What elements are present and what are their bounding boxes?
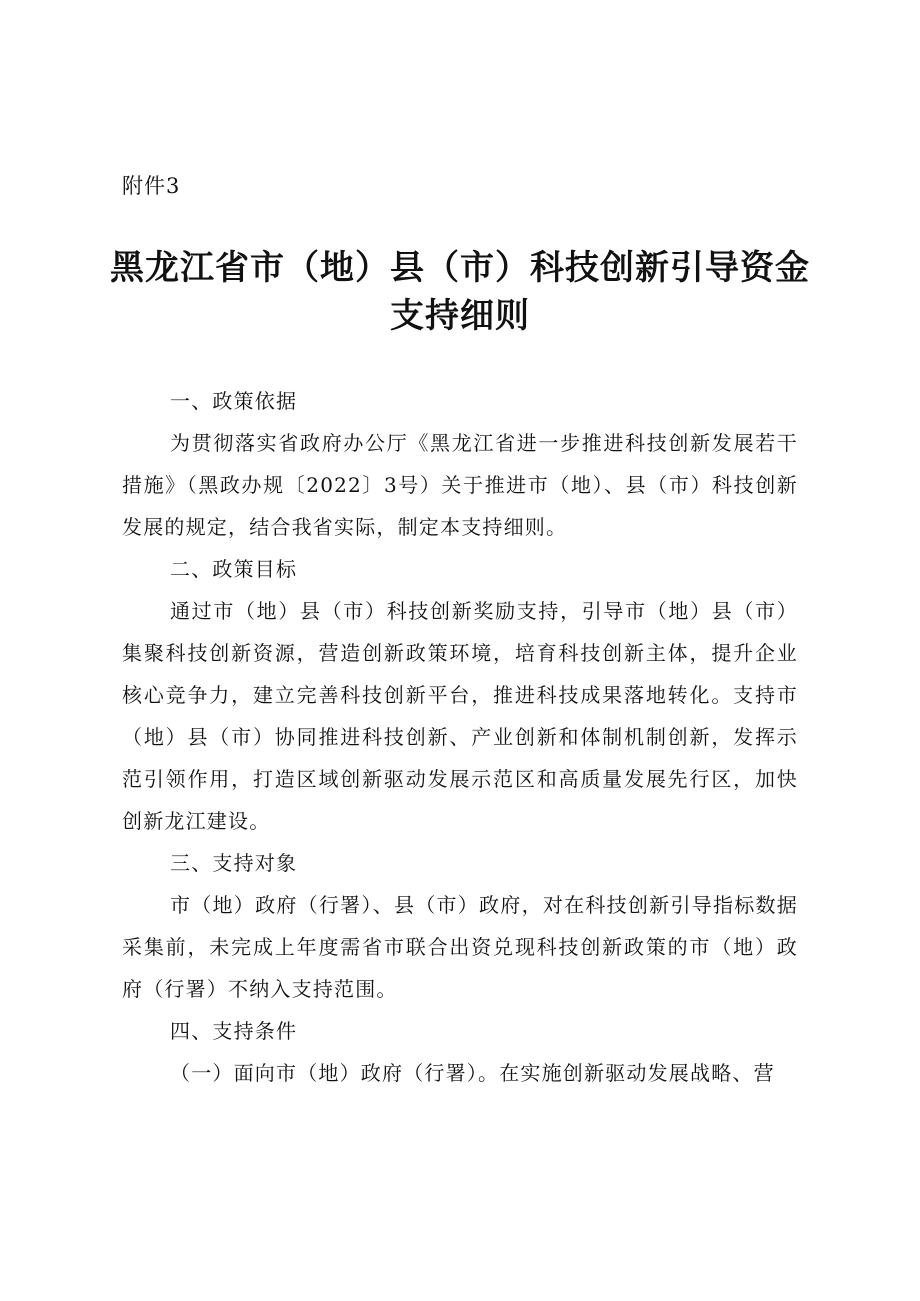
section-paragraph-policy-basis: 为贯彻落实省政府办公厅《黑龙江省进一步推进科技创新发展若干措施》（黑政办规〔2022〕3号）关于推进市（地）、县（市）科技创新发展的规定，结合我省实际，制定本支持细则。 bbox=[122, 431, 798, 539]
section-paragraph-support-conditions: （一）面向市（地）政府（行署）。在实施创新驱动发展战略、营 bbox=[170, 1061, 775, 1085]
section-heading-support-conditions: 四、支持条件 bbox=[170, 1019, 298, 1043]
document-body bbox=[122, 380, 798, 1094]
section-paragraph-support-targets: 市（地）政府（行署）、县（市）政府，对在科技创新引导指标数据采集前，未完成上年度需省市联合出资兑现科技创新政策的市（地）政府（行署）不纳入支持范围。 bbox=[122, 893, 798, 1001]
attachment-label: 附件3 bbox=[122, 174, 181, 198]
section-heading-policy-goals: 二、政策目标 bbox=[170, 557, 298, 581]
section-paragraph-policy-goals: 通过市（地）县（市）科技创新奖励支持，引导市（地）县（市）集聚科技创新资源，营造创新政策环境，培育科技创新主体，提升企业核心竞争力，建立完善科技创新平台，推进科技成果落地转化。支持市（地）县（市）协同推进科技创新、产业创新和体制机制创新，发挥示范引领作用，打造区域创新驱动发展示范区和高质量发展先行区，加快创新龙江建设。 bbox=[122, 599, 798, 833]
section-heading-support-targets: 三、支持对象 bbox=[170, 851, 298, 875]
document-title-line-1: 黑龙江省市（地）县（市）科技创新引导资金 bbox=[110, 248, 810, 288]
section-heading-policy-basis: 一、政策依据 bbox=[170, 389, 298, 413]
document-title-line-2: 支持细则 bbox=[390, 296, 530, 336]
